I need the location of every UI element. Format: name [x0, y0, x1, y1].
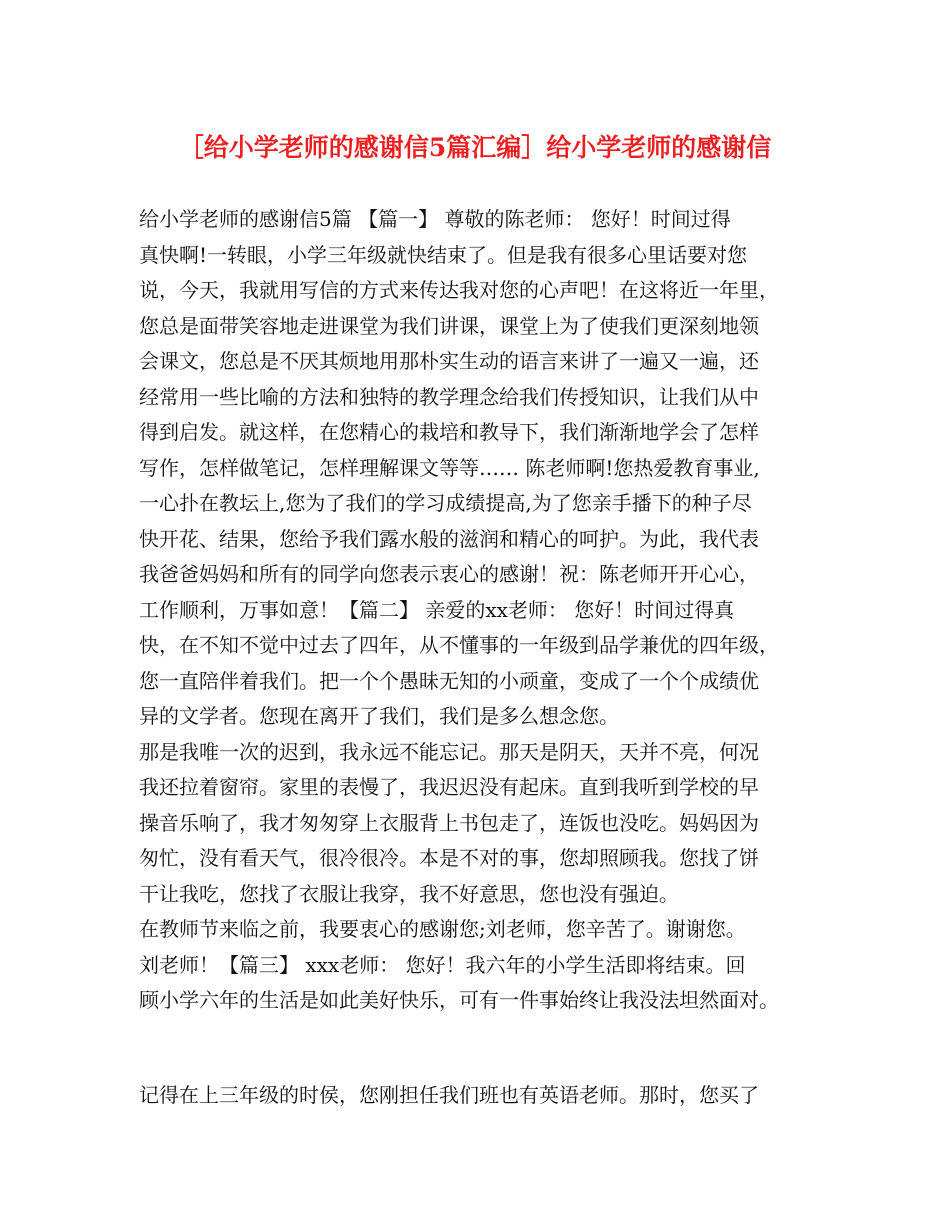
body-line: 异的文学者。您现在离开了我们，我们是多么想念您。	[139, 704, 619, 728]
body-line: 您一直陪伴着我们。把一个个愚昧无知的小顽童，变成了一个个成绩优	[139, 668, 759, 693]
body-line: 快，在不知不觉中过去了四年，从不懂事的一年级到品学兼优的四年级，	[139, 633, 779, 657]
document-title: ［给小学老师的感谢信5篇汇编］给小学老师的感谢信	[178, 133, 772, 162]
body-line: 工作顺利，万事如意！【篇二】 亲爱的xx老师： 您好！时间过得真	[139, 597, 735, 622]
body-line: 我爸爸妈妈和所有的同学向您表示衷心的感谢！祝：陈老师开开心心，	[139, 562, 759, 586]
body-line: 匆忙，没有看天气，很冷很冷。本是不对的事，您却照顾我。您找了饼	[139, 846, 759, 870]
body-line: 一心扑在教坛上,您为了我们的学习成绩提高,为了您亲手播下的种子尽	[139, 491, 752, 515]
body-line: 经常用一些比喻的方法和独特的教学理念给我们传授知识，让我们从中	[139, 384, 759, 409]
body-line: 得到启发。就这样，在您精心的栽培和教导下，我们渐渐地学会了怎样	[139, 420, 759, 444]
body-line: 给小学老师的感谢信5篇 【篇一】 尊敬的陈老师： 您好！时间过得	[139, 207, 731, 231]
body-line: 干让我吃，您找了衣服让我穿，我不好意思，您也没有强迫。	[139, 881, 679, 906]
body-line: 写作，怎样做笔记，怎样理解课文等等…… 陈老师啊!您热爱教育事业,	[139, 455, 760, 480]
body-line: 我还拉着窗帘。家里的表慢了，我迟迟没有起床。直到我听到学校的早	[139, 775, 759, 799]
body-line: 记得在上三年级的时侯，您刚担任我们班也有英语老师。那时，您买了	[139, 1083, 759, 1107]
body-line: 您总是面带笑容地走进课堂为我们讲课，课堂上为了使我们更深刻地领	[139, 313, 759, 338]
body-line: 操音乐响了，我才匆匆穿上衣服背上书包走了，连饭也没吃。妈妈因为	[139, 810, 759, 835]
body-line: 那是我唯一次的迟到，我永远不能忘记。那天是阴天，天并不亮，何况	[139, 739, 759, 764]
body-line: 会课文，您总是不厌其烦地用那朴实生动的语言来讲了一遍又一遍，还	[139, 349, 759, 373]
document-body	[139, 202, 829, 1019]
body-line: 真快啊!一转眼，小学三年级就快结束了。但是我有很多心里话要对您	[139, 242, 748, 267]
body-line: 说，今天，我就用写信的方式来传达我对您的心声吧！在这将近一年里，	[139, 278, 779, 302]
document-body-continued	[139, 1078, 829, 1114]
body-line: 刘老师！【篇三】 xxx老师： 您好！我六年的小学生活即将结束。回	[139, 952, 746, 977]
body-line: 顾小学六年的生活是如此美好快乐，可有一件事始终让我没法坦然面对。	[139, 988, 779, 1012]
body-line: 在教师节来临之前，我要衷心的感谢您;刘老师，您辛苦了。谢谢您。	[139, 917, 746, 941]
body-line: 快开花、结果，您给予我们露水般的滋润和精心的呵护。为此，我代表	[139, 526, 759, 551]
